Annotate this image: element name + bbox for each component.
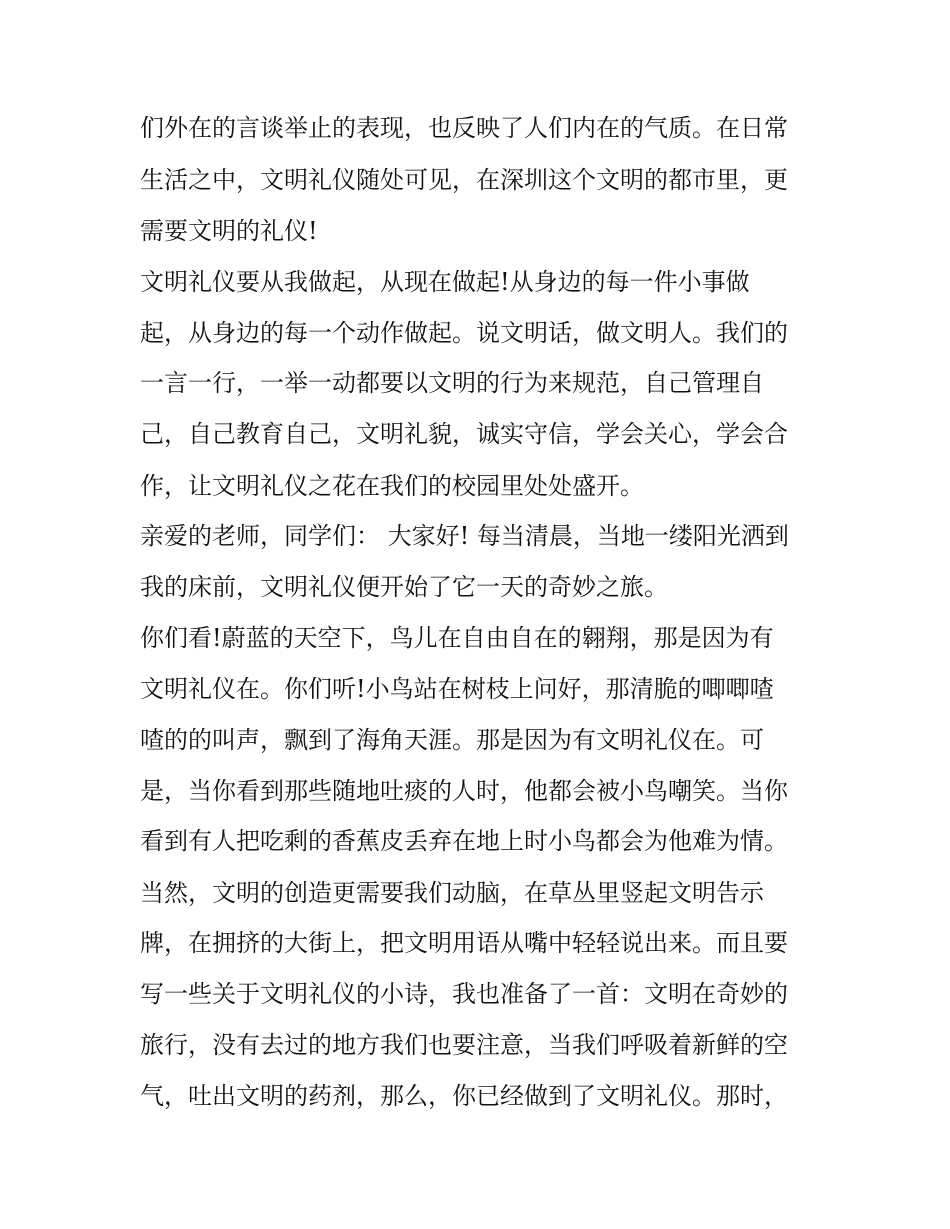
text-line: 文明礼仪要从我做起，从现在做起!从身边的每一件小事做 — [140, 268, 750, 296]
text-line: 生活之中，文明礼仪随处可见，在深圳这个文明的都市里，更 — [140, 166, 788, 194]
text-line: 作，让文明礼仪之花在我们的校园里处处盛开。 — [140, 472, 644, 500]
text-line: 是，当你看到那些随地吐痰的人时，他都会被小鸟嘲笑。当你 — [140, 777, 788, 805]
text-line: 当然，文明的创造更需要我们动脑，在草丛里竖起文明告示 — [140, 879, 764, 907]
text-line: 写一些关于文明礼仪的小诗，我也准备了一首：文明在奇妙的 — [140, 980, 788, 1008]
text-line: 需要文明的礼仪! — [140, 217, 318, 245]
text-line: 气，吐出文明的药剂，那么，你已经做到了文明礼仪。那时， — [140, 1082, 788, 1110]
text-line: 己，自己教育自己，文明礼貌，诚实守信，学会关心，学会合 — [140, 420, 788, 448]
text-line: 喳的的叫声，飘到了海角天涯。那是因为有文明礼仪在。可 — [140, 726, 764, 754]
text-line: 我的床前，文明礼仪便开始了它一天的奇妙之旅。 — [140, 573, 668, 601]
text-line: 亲爱的老师，同学们： 大家好! 每当清晨，当地一缕阳光洒到 — [140, 522, 789, 550]
text-line: 们外在的言谈举止的表现，也反映了人们内在的气质。在日常 — [140, 114, 788, 142]
text-line: 看到有人把吃剩的香蕉皮丢弃在地上时小鸟都会为他难为情。 — [140, 827, 788, 855]
text-line: 你们看!蔚蓝的天空下，鸟儿在自由自在的翱翔，那是因为有 — [140, 624, 774, 652]
text-line: 文明礼仪在。你们听!小鸟站在树枝上问好，那清脆的唧唧喳 — [140, 675, 774, 703]
text-line: 牌，在拥挤的大街上，把文明用语从嘴中轻轻说出来。而且要 — [140, 929, 788, 957]
text-line: 起，从身边的每一个动作做起。说文明话，做文明人。我们的 — [140, 319, 788, 347]
text-line: 一言一行，一举一动都要以文明的行为来规范，自己管理自 — [140, 369, 764, 397]
text-line: 旅行，没有去过的地方我们也要注意，当我们呼吸着新鲜的空 — [140, 1031, 788, 1059]
